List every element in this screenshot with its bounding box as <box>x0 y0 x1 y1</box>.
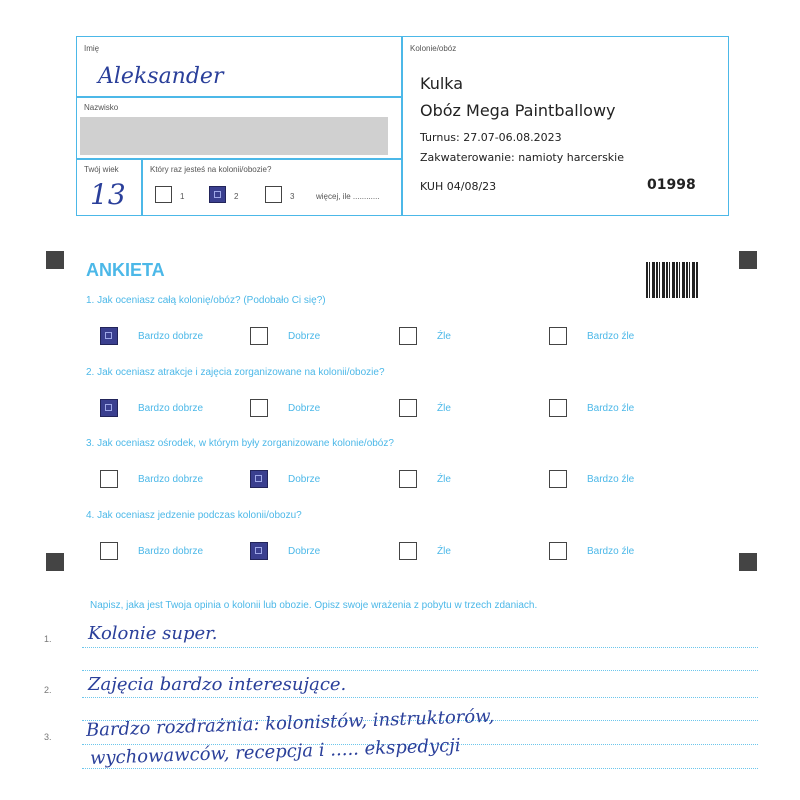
answer-line-1: Kolonie super. <box>88 623 218 644</box>
question-1-option-label-1: Bardzo dobrze <box>138 331 204 342</box>
camp-subtitle: Obóz Mega Paintballowy <box>420 101 616 120</box>
question-4: 4. Jak oceniasz jedzenie podczas kolonii/obozu? <box>86 510 302 521</box>
turnus: Turnus: 27.07-06.08.2023 <box>420 131 562 144</box>
writing-line-1b <box>82 670 758 671</box>
question-2-option-label-4: Bardzo źle <box>587 403 635 414</box>
times-option-1: 1 <box>180 192 185 201</box>
question-4-checkbox-3[interactable] <box>399 542 417 560</box>
question-4-option-label-3: Źle <box>437 546 451 557</box>
name-label: Imię <box>84 44 100 53</box>
zakwaterowanie: Zakwaterowanie: namioty harcerskie <box>420 151 624 164</box>
answer-line-3: Bardzo rozdrażnia: kolonistów, instruktorów, <box>85 705 495 741</box>
question-1-option-label-2: Dobrze <box>288 331 321 342</box>
question-1-checkbox-3[interactable] <box>399 327 417 345</box>
question-4-checkbox-2[interactable] <box>250 542 268 560</box>
question-3-checkbox-1[interactable] <box>100 470 118 488</box>
camp-code: KUH 04/08/23 <box>420 180 497 193</box>
question-3-checkbox-4[interactable] <box>549 470 567 488</box>
form-number: 01998 <box>647 177 696 193</box>
question-4-checkbox-1[interactable] <box>100 542 118 560</box>
times-option-3: 3 <box>290 192 295 201</box>
registration-mark-bottom-right <box>739 553 757 571</box>
question-1-checkbox-4[interactable] <box>549 327 567 345</box>
question-3-checkbox-2[interactable] <box>250 470 268 488</box>
question-3-option-label-1: Bardzo dobrze <box>138 474 204 485</box>
registration-mark-top-left <box>46 251 64 269</box>
line-number-2: 2. <box>44 685 52 695</box>
question-2-option-label-3: Źle <box>437 403 451 414</box>
question-4-checkbox-4[interactable] <box>549 542 567 560</box>
answer-line-2: Zajęcia bardzo interesujące. <box>88 674 347 695</box>
question-2-checkbox-4[interactable] <box>549 399 567 417</box>
camp-name: Kulka <box>420 74 464 93</box>
question-3-checkbox-3[interactable] <box>399 470 417 488</box>
question-2-option-label-2: Dobrze <box>288 403 321 414</box>
age-label: Twój wiek <box>84 165 119 174</box>
question-1-option-label-3: Źle <box>437 331 451 342</box>
survey-title: ANKIETA <box>86 260 165 280</box>
question-1-checkbox-2[interactable] <box>250 327 268 345</box>
line-number-1: 1. <box>44 634 52 644</box>
question-4-option-label-2: Dobrze <box>288 546 321 557</box>
question-1-option-label-4: Bardzo źle <box>587 331 635 342</box>
times-label: Który raz jesteś na kolonii/obozie? <box>150 165 272 174</box>
name-value: Aleksander <box>98 64 224 89</box>
question-2-checkbox-1[interactable] <box>100 399 118 417</box>
question-3-option-label-4: Bardzo źle <box>587 474 635 485</box>
times-option-2: 2 <box>234 192 239 201</box>
question-4-option-label-4: Bardzo źle <box>587 546 635 557</box>
barcode <box>646 262 698 298</box>
question-4-option-label-1: Bardzo dobrze <box>138 546 204 557</box>
times-checkbox-2[interactable] <box>209 186 226 203</box>
camp-label: Kolonie/obóz <box>410 44 457 53</box>
age-value: 13 <box>90 178 126 211</box>
surname-redaction <box>80 117 388 155</box>
answer-line-4: wychowawców, recepcja i ..... ekspedycji <box>89 735 461 769</box>
registration-mark-top-right <box>739 251 757 269</box>
writing-line-2a <box>82 697 758 698</box>
question-3-option-label-3: Źle <box>437 474 451 485</box>
writing-line-3b <box>82 768 758 769</box>
question-2-option-label-1: Bardzo dobrze <box>138 403 204 414</box>
question-1-checkbox-1[interactable] <box>100 327 118 345</box>
opinion-prompt: Napisz, jaka jest Twoja opinia o kolonii lub obozie. Opisz swoje wrażenia z pobytu w trzech zdaniach. <box>90 600 538 611</box>
times-other: więcej, ile ............ <box>316 192 380 201</box>
question-3-option-label-2: Dobrze <box>288 474 321 485</box>
writing-line-1a <box>82 647 758 648</box>
registration-mark-bottom-left <box>46 553 64 571</box>
surname-label: Nazwisko <box>84 103 119 112</box>
question-2-checkbox-2[interactable] <box>250 399 268 417</box>
times-checkbox-1[interactable] <box>155 186 172 203</box>
question-1: 1. Jak oceniasz całą kolonię/obóz? (Podobało Ci się?) <box>86 295 326 306</box>
question-3: 3. Jak oceniasz ośrodek, w którym były zorganizowane kolonie/obóz? <box>86 438 394 449</box>
question-2: 2. Jak oceniasz atrakcje i zajęcia zorganizowane na kolonii/obozie? <box>86 367 385 378</box>
times-checkbox-3[interactable] <box>265 186 282 203</box>
line-number-3: 3. <box>44 732 52 742</box>
question-2-checkbox-3[interactable] <box>399 399 417 417</box>
